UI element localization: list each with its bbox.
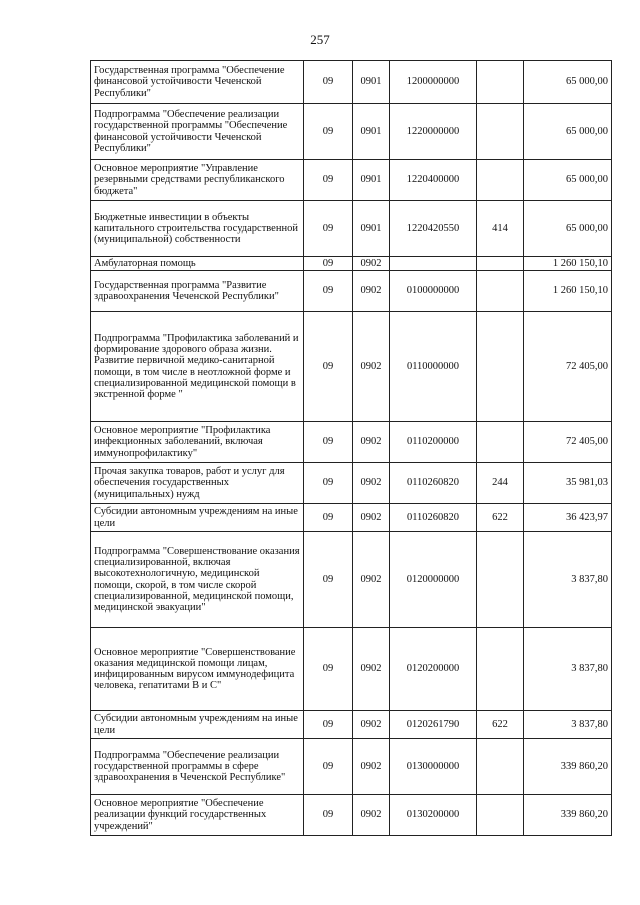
row-name: Бюджетные инвестиции в объекты капитального строительства государственной (муниципальной) собственности xyxy=(91,201,304,257)
row-expense-code: 622 xyxy=(477,711,524,739)
row-ministry-code: 09 xyxy=(304,271,353,312)
row-expense-code xyxy=(477,312,524,422)
row-section-code: 0901 xyxy=(353,104,390,160)
row-ministry-code: 09 xyxy=(304,504,353,532)
row-sum: 3 837,80 xyxy=(524,532,612,628)
row-target-code: 0120261790 xyxy=(390,711,477,739)
row-target-code: 1200000000 xyxy=(390,61,477,104)
row-section-code: 0902 xyxy=(353,271,390,312)
table-row xyxy=(91,422,612,463)
budget-table xyxy=(90,60,612,836)
row-expense-code: 244 xyxy=(477,463,524,504)
table-row xyxy=(91,61,612,104)
table-row xyxy=(91,463,612,504)
table-row xyxy=(91,739,612,795)
row-target-code: 0110260820 xyxy=(390,463,477,504)
row-ministry-code: 09 xyxy=(304,422,353,463)
table-row xyxy=(91,532,612,628)
row-sum: 339 860,20 xyxy=(524,739,612,795)
row-name: Государственная программа "Развитие здравоохранения Чеченской Республики" xyxy=(91,271,304,312)
table-row xyxy=(91,504,612,532)
row-target-code: 0130000000 xyxy=(390,739,477,795)
row-section-code: 0902 xyxy=(353,795,390,836)
row-section-code: 0902 xyxy=(353,257,390,271)
row-sum: 65 000,00 xyxy=(524,201,612,257)
row-section-code: 0902 xyxy=(353,463,390,504)
row-target-code: 0110000000 xyxy=(390,312,477,422)
row-target-code: 1220400000 xyxy=(390,160,477,201)
table-row xyxy=(91,271,612,312)
row-expense-code xyxy=(477,739,524,795)
row-sum: 35 981,03 xyxy=(524,463,612,504)
row-target-code: 0120200000 xyxy=(390,628,477,711)
table-row xyxy=(91,104,612,160)
row-target-code: 1220000000 xyxy=(390,104,477,160)
row-name: Подпрограмма "Обеспечение реализации государственной программы в сфере здравоохранения в Чеченской Республике" xyxy=(91,739,304,795)
row-sum: 65 000,00 xyxy=(524,61,612,104)
row-name: Основное мероприятие "Обеспечение реализации функций государственных учреждений" xyxy=(91,795,304,836)
row-target-code: 0100000000 xyxy=(390,271,477,312)
table-row xyxy=(91,628,612,711)
row-name: Амбулаторная помощь xyxy=(91,257,304,271)
row-target-code: 0110260820 xyxy=(390,504,477,532)
table-row xyxy=(91,711,612,739)
row-section-code: 0902 xyxy=(353,711,390,739)
table-row xyxy=(91,257,612,271)
row-target-code: 0110200000 xyxy=(390,422,477,463)
row-sum: 72 405,00 xyxy=(524,422,612,463)
row-target-code: 0130200000 xyxy=(390,795,477,836)
row-sum: 339 860,20 xyxy=(524,795,612,836)
row-section-code: 0902 xyxy=(353,628,390,711)
row-ministry-code: 09 xyxy=(304,312,353,422)
row-expense-code xyxy=(477,61,524,104)
table-row xyxy=(91,795,612,836)
row-target-code: 0120000000 xyxy=(390,532,477,628)
row-name: Основное мероприятие "Управление резервными средствами республиканского бюджета" xyxy=(91,160,304,201)
row-sum: 1 260 150,10 xyxy=(524,271,612,312)
row-expense-code xyxy=(477,271,524,312)
row-name: Субсидии автономным учреждениям на иные цели xyxy=(91,504,304,532)
row-sum: 65 000,00 xyxy=(524,160,612,201)
row-ministry-code: 09 xyxy=(304,532,353,628)
row-name: Прочая закупка товаров, работ и услуг для обеспечения государственных (муниципальных) нужд xyxy=(91,463,304,504)
row-sum: 1 260 150,10 xyxy=(524,257,612,271)
row-section-code: 0901 xyxy=(353,61,390,104)
row-section-code: 0902 xyxy=(353,422,390,463)
table-row xyxy=(91,312,612,422)
row-section-code: 0902 xyxy=(353,504,390,532)
page-number: 257 xyxy=(310,32,330,47)
row-expense-code: 622 xyxy=(477,504,524,532)
row-section-code: 0901 xyxy=(353,201,390,257)
row-expense-code xyxy=(477,532,524,628)
row-expense-code: 414 xyxy=(477,201,524,257)
row-expense-code xyxy=(477,104,524,160)
row-section-code: 0902 xyxy=(353,312,390,422)
row-sum: 72 405,00 xyxy=(524,312,612,422)
row-section-code: 0902 xyxy=(353,739,390,795)
row-name: Основное мероприятие "Совершенствование оказания медицинской помощи лицам, инфицированным вирусом иммунодефицита человека, гепатитами В и С" xyxy=(91,628,304,711)
row-ministry-code: 09 xyxy=(304,104,353,160)
row-ministry-code: 09 xyxy=(304,739,353,795)
row-name: Подпрограмма "Профилактика заболеваний и формирование здорового образа жизни. Развитие первичной медико-санитарной помощи, в том числе в неотложной форме и специализированной медицинской помощи в экстренной форме " xyxy=(91,312,304,422)
row-ministry-code: 09 xyxy=(304,257,353,271)
row-expense-code xyxy=(477,628,524,711)
row-expense-code xyxy=(477,160,524,201)
row-name: Подпрограмма "Обеспечение реализации государственной программы "Обеспечение финансовой устойчивости Чеченской Республики" xyxy=(91,104,304,160)
row-section-code: 0901 xyxy=(353,160,390,201)
row-ministry-code: 09 xyxy=(304,628,353,711)
row-sum: 65 000,00 xyxy=(524,104,612,160)
row-ministry-code: 09 xyxy=(304,795,353,836)
row-ministry-code: 09 xyxy=(304,463,353,504)
row-expense-code xyxy=(477,795,524,836)
table-row xyxy=(91,160,612,201)
row-sum: 36 423,97 xyxy=(524,504,612,532)
row-name: Основное мероприятие "Профилактика инфекционных заболеваний, включая иммунопрофилактику" xyxy=(91,422,304,463)
row-name: Подпрограмма "Совершенствование оказания специализированной, включая высокотехнологичную, медицинской помощи, скорой, в том числе скорой специализированной, медицинской помощи, медицинской эвакуации" xyxy=(91,532,304,628)
row-section-code: 0902 xyxy=(353,532,390,628)
row-sum: 3 837,80 xyxy=(524,711,612,739)
row-sum: 3 837,80 xyxy=(524,628,612,711)
row-expense-code xyxy=(477,422,524,463)
row-name: Субсидии автономным учреждениям на иные цели xyxy=(91,711,304,739)
row-ministry-code: 09 xyxy=(304,160,353,201)
row-target-code xyxy=(390,257,477,271)
row-ministry-code: 09 xyxy=(304,711,353,739)
row-target-code: 1220420550 xyxy=(390,201,477,257)
row-ministry-code: 09 xyxy=(304,201,353,257)
row-name: Государственная программа "Обеспечение финансовой устойчивости Чеченской Республики" xyxy=(91,61,304,104)
table-row xyxy=(91,201,612,257)
row-expense-code xyxy=(477,257,524,271)
row-ministry-code: 09 xyxy=(304,61,353,104)
